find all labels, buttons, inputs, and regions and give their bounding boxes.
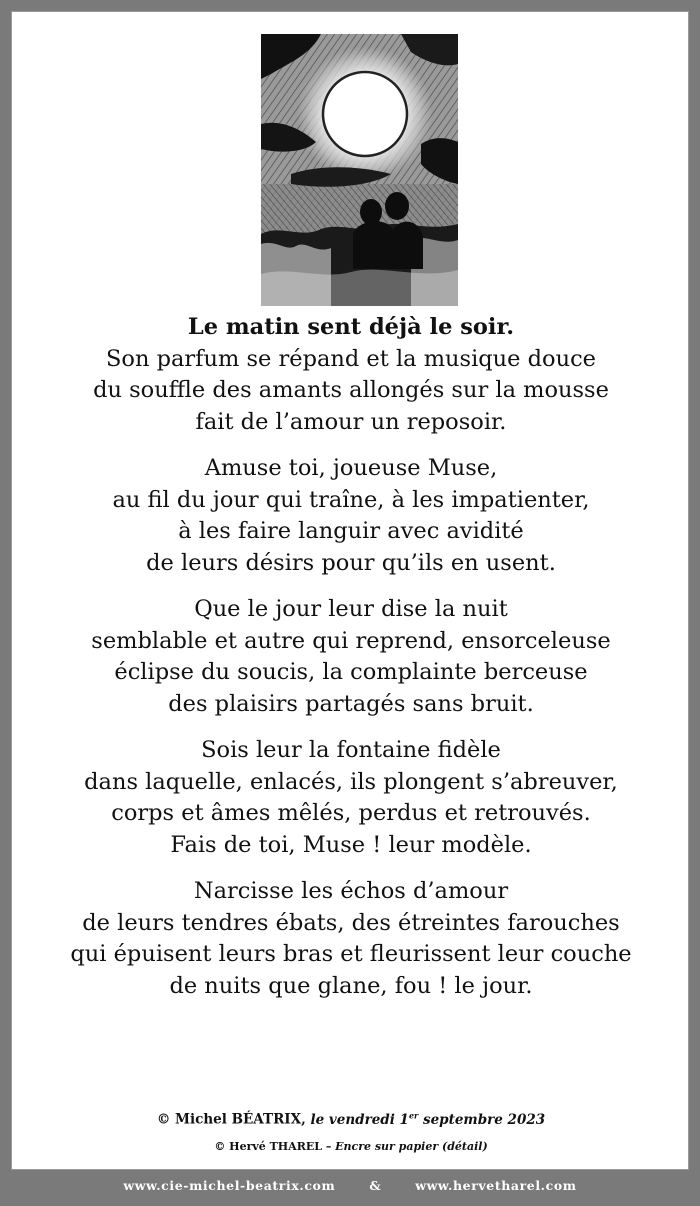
date-prefix: le vendredi 1 [310, 1111, 409, 1128]
artist-name: © Hervé THAREL [214, 1140, 322, 1153]
author-credit [12, 1110, 690, 1128]
poem-line: fait de l’amour un reposoir. [195, 408, 507, 435]
poem-line: qui épuisent leurs bras et fleurissent leur couche [70, 941, 632, 967]
footer-link-herve-tharel[interactable]: www.hervetharel.com [415, 1177, 577, 1193]
poem-line: dans laquelle, enlacés, ils plongent s’abreuver, [84, 768, 618, 795]
poem-line: Sois leur la fontaine fidèle [201, 737, 501, 763]
artwork-caption: Encre sur papier (détail) [335, 1140, 488, 1153]
poem [12, 312, 690, 1017]
poem-line: corps et âmes mêlés, perdus et retrouvés. [111, 800, 591, 826]
poem-line: Amuse toi, joueuse Muse, [204, 455, 498, 481]
poem-line: de leurs désirs pour qu’ils en usent. [146, 549, 556, 576]
credit-separator: – [325, 1140, 332, 1153]
stanza-4 [12, 735, 690, 861]
poem-line: du souffle des amants allongés sur la mousse [93, 377, 609, 403]
poem-title: Le matin sent déjà le soir. [187, 314, 515, 340]
date-suffix: septembre 2023 [422, 1111, 546, 1128]
footer-ampersand: & [369, 1177, 382, 1193]
poem-line: de nuits que glane, fou ! le jour. [169, 972, 533, 999]
stanza-5 [12, 876, 690, 1002]
poem-line: au fil du jour qui traîne, à les impatienter, [112, 486, 590, 513]
poem-line: Fais de toi, Muse ! leur modèle. [170, 831, 532, 858]
date-ordinal: er [408, 1110, 419, 1120]
artist-credit [12, 1140, 690, 1153]
poem-line: des plaisirs partagés sans bruit. [168, 690, 534, 717]
stanza-3 [12, 594, 690, 720]
poem-line: Que le jour leur dise la nuit [194, 596, 508, 622]
artwork-svg [261, 34, 458, 306]
stanza-2 [12, 453, 690, 579]
poem-card [11, 11, 689, 1170]
poem-line: Son parfum se répand et la musique douce [106, 345, 596, 372]
stanza-1 [12, 312, 690, 438]
poem-line: de leurs tendres ébats, des étreintes farouches [82, 909, 620, 936]
ink-drawing-moon-lovers [261, 34, 458, 306]
footer-links [0, 1170, 700, 1200]
poem-line: à les faire languir avec avidité [178, 518, 524, 544]
date-text [310, 1112, 545, 1128]
footer-link-michel-beatrix[interactable]: www.cie-michel-beatrix.com [123, 1177, 336, 1193]
poem-line: éclipse du soucis, la complainte berceuse [114, 659, 588, 685]
poem-line: semblable et autre qui reprend, ensorceleuse [91, 627, 611, 654]
author-name: © Michel BÉATRIX, [156, 1111, 306, 1128]
poem-line: Narcisse les échos d’amour [193, 878, 509, 904]
